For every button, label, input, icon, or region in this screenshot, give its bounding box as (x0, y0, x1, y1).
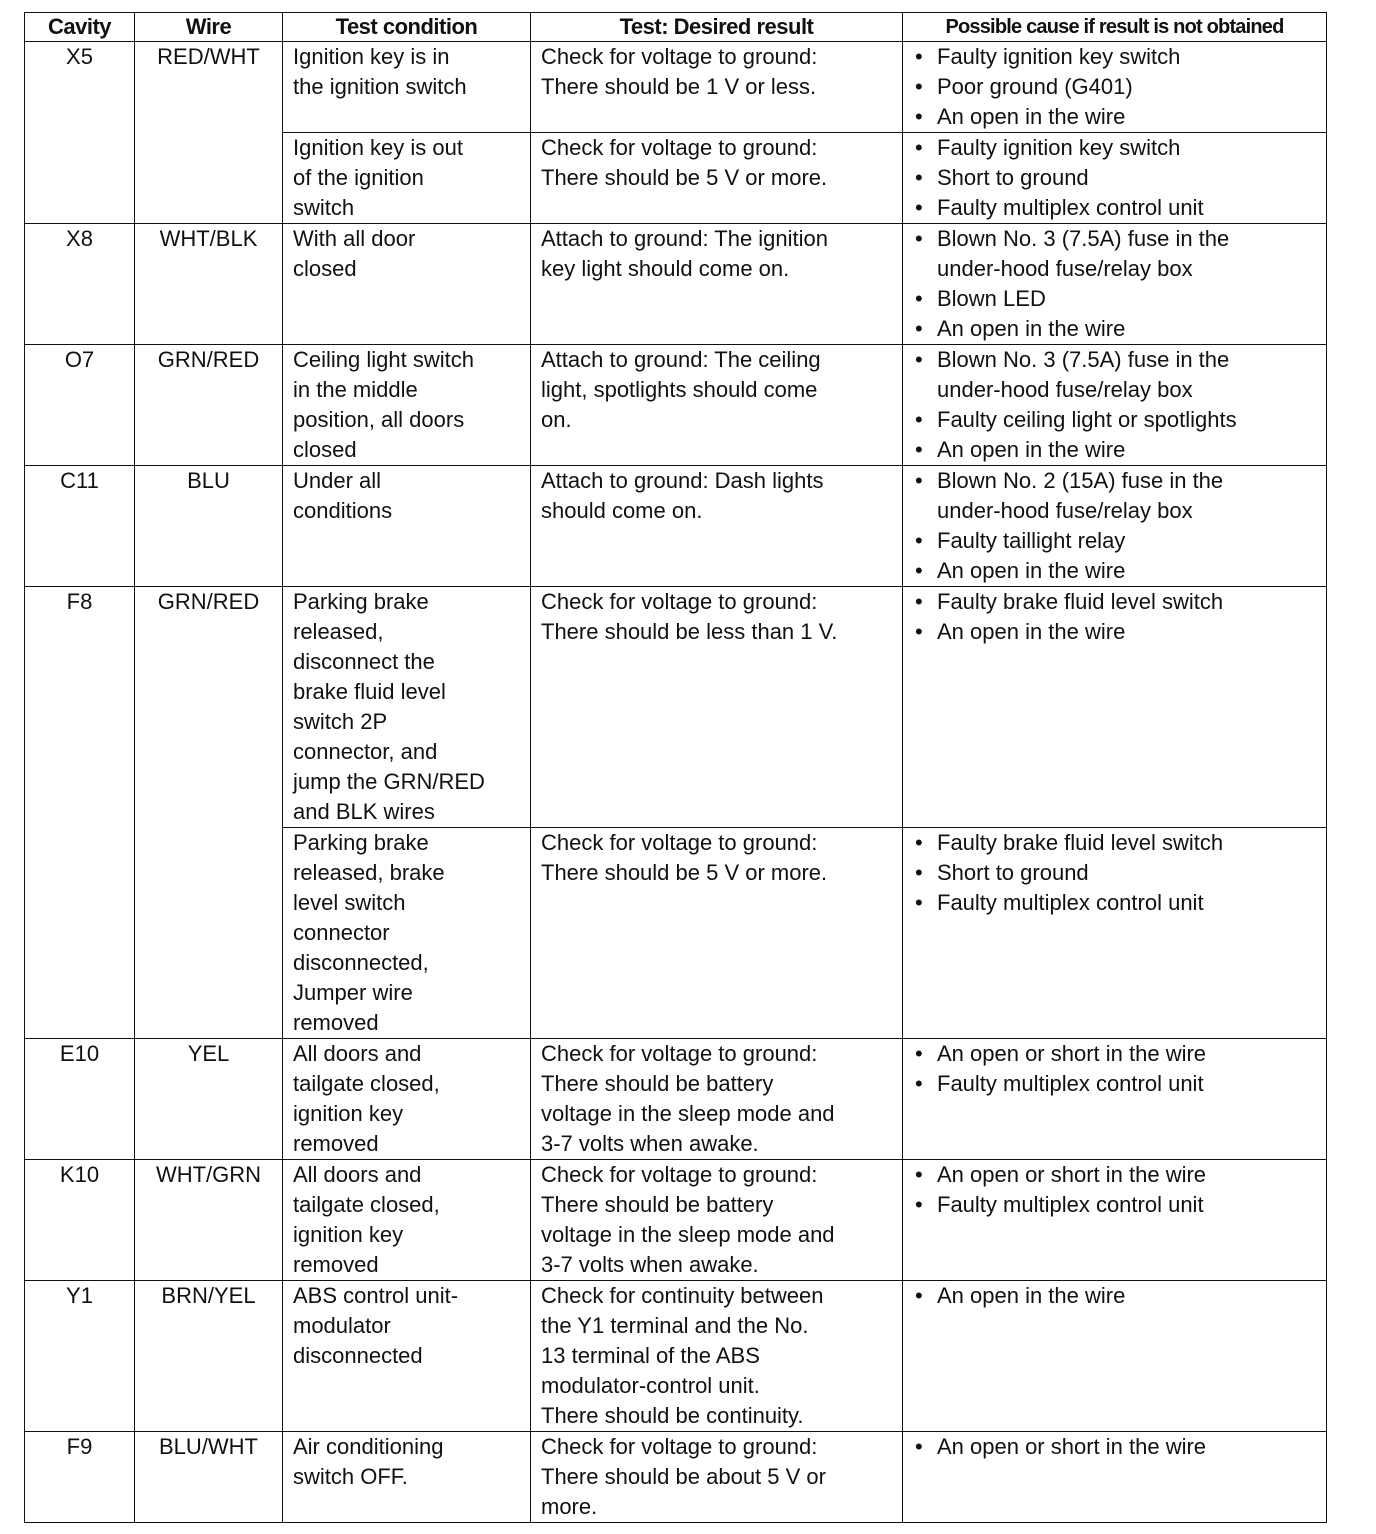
text-line: the Y1 terminal and the No. (541, 1313, 809, 1338)
text-line: switch (293, 195, 355, 220)
cause-text: Blown No. 3 (7.5A) fuse in the (937, 347, 1230, 372)
cause-text: An open in the wire (937, 104, 1126, 129)
cause-item (913, 314, 1322, 344)
cause-item (913, 1432, 1322, 1462)
cause-item (913, 72, 1322, 102)
text-line: disconnected (293, 1343, 423, 1368)
desired-result-cell (531, 345, 903, 466)
bullet-icon: • (915, 195, 923, 220)
possible-cause-cell (903, 828, 1327, 1039)
text-line: ignition key (293, 1222, 404, 1247)
possible-cause-cell (903, 1281, 1327, 1432)
desired-result-cell (531, 828, 903, 1039)
table-row (25, 1039, 1327, 1160)
cause-list (913, 828, 1322, 918)
connector-test-table (24, 12, 1327, 1523)
desired-result-cell (531, 133, 903, 224)
cavity-cell: X5 (25, 42, 135, 224)
text-line: level switch (293, 890, 406, 915)
desired-result-cell (531, 1039, 903, 1160)
text-line: switch OFF. (293, 1464, 408, 1489)
cause-text: Faulty multiplex control unit (937, 890, 1204, 915)
cause-text: Blown No. 2 (15A) fuse in the (937, 468, 1224, 493)
wire-cell: BLU (135, 466, 283, 587)
cause-item (913, 556, 1322, 586)
wire-cell: RED/WHT (135, 42, 283, 224)
text-line: connector, and (293, 739, 438, 764)
cause-text: An open in the wire (937, 619, 1126, 644)
header-desired-result: Test: Desired result (531, 13, 903, 42)
text-line: released, (293, 619, 384, 644)
cause-item (913, 435, 1322, 465)
text-line: closed (293, 437, 357, 462)
cause-text: An open in the wire (937, 1283, 1126, 1308)
text-line: more. (541, 1494, 598, 1519)
text-line: the ignition switch (293, 74, 467, 99)
table-row (25, 1160, 1327, 1281)
bullet-icon: • (915, 44, 923, 69)
text-line: There should be 5 V or more. (541, 165, 828, 190)
test-condition-cell (283, 1039, 531, 1160)
test-condition-cell (283, 42, 531, 133)
text-line: There should be battery (541, 1192, 774, 1217)
text-line: There should be about 5 V or (541, 1464, 826, 1489)
cause-list (913, 1432, 1322, 1462)
text-line: Check for voltage to ground: (541, 1041, 818, 1066)
text-line: and BLK wires (293, 799, 435, 824)
cause-text: Short to ground (937, 165, 1089, 190)
bullet-icon: • (915, 1283, 923, 1308)
cause-text: An open in the wire (937, 558, 1126, 583)
text-line: key light should come on. (541, 256, 790, 281)
text-line: tailgate closed, (293, 1192, 440, 1217)
cause-item (913, 1039, 1322, 1069)
desired-result-cell (531, 1281, 903, 1432)
cause-text: Blown LED (937, 286, 1046, 311)
cause-item (913, 375, 1322, 405)
wire-cell: WHT/GRN (135, 1160, 283, 1281)
cavity-cell: F8 (25, 587, 135, 1039)
cause-list (913, 587, 1322, 647)
bullet-icon: • (915, 468, 923, 493)
cause-item (913, 828, 1322, 858)
cause-item (913, 42, 1322, 72)
bullet-icon: • (915, 74, 923, 99)
text-line: connector (293, 920, 390, 945)
possible-cause-cell (903, 224, 1327, 345)
cause-text: under-hood fuse/relay box (937, 256, 1193, 281)
bullet-icon: • (915, 104, 923, 129)
text-line: Parking brake (293, 830, 429, 855)
text-line: disconnected, (293, 950, 429, 975)
bullet-icon: • (915, 589, 923, 614)
text-line: Air conditioning (293, 1434, 444, 1459)
bullet-icon: • (915, 407, 923, 432)
cause-item (913, 526, 1322, 556)
text-line: All doors and (293, 1162, 422, 1187)
text-line: Parking brake (293, 589, 429, 614)
cause-text: Poor ground (G401) (937, 74, 1133, 99)
text-line: Check for voltage to ground: (541, 135, 818, 160)
text-line: There should be less than 1 V. (541, 619, 838, 644)
cause-item (913, 617, 1322, 647)
bullet-icon: • (915, 1192, 923, 1217)
cause-list (913, 224, 1322, 344)
possible-cause-cell (903, 42, 1327, 133)
wire-cell: GRN/RED (135, 345, 283, 466)
cavity-cell: C11 (25, 466, 135, 587)
cause-text: Faulty ignition key switch (937, 135, 1181, 160)
text-line: There should be 1 V or less. (541, 74, 817, 99)
text-line: should come on. (541, 498, 703, 523)
table-row (25, 587, 1327, 828)
text-line: There should be 5 V or more. (541, 860, 828, 885)
test-condition-cell (283, 466, 531, 587)
text-line: 3-7 volts when awake. (541, 1131, 759, 1156)
bullet-icon: • (915, 1041, 923, 1066)
text-line: Ignition key is in (293, 44, 450, 69)
text-line: brake fluid level (293, 679, 446, 704)
cause-list (913, 133, 1322, 223)
bullet-icon: • (915, 890, 923, 915)
bullet-icon: • (915, 316, 923, 341)
cause-item (913, 496, 1322, 526)
text-line: tailgate closed, (293, 1071, 440, 1096)
cause-text: Short to ground (937, 860, 1089, 885)
table-row (25, 1432, 1327, 1523)
cause-text: Faulty multiplex control unit (937, 1071, 1204, 1096)
cause-item (913, 888, 1322, 918)
cause-text: under-hood fuse/relay box (937, 377, 1193, 402)
wiring-test-table-page (24, 12, 1326, 1523)
bullet-icon: • (915, 1071, 923, 1096)
bullet-icon: • (915, 437, 923, 462)
test-condition-cell (283, 1432, 531, 1523)
cause-text: Faulty multiplex control unit (937, 195, 1204, 220)
header-cavity: Cavity (25, 13, 135, 42)
cavity-cell: E10 (25, 1039, 135, 1160)
text-line: There should be continuity. (541, 1403, 804, 1428)
cause-text: An open or short in the wire (937, 1162, 1207, 1187)
cause-item (913, 254, 1322, 284)
cause-list (913, 1281, 1322, 1311)
bullet-icon: • (915, 830, 923, 855)
cause-text: Faulty brake fluid level switch (937, 589, 1224, 614)
desired-result-cell (531, 587, 903, 828)
cause-text: Faulty taillight relay (937, 528, 1126, 553)
possible-cause-cell (903, 1160, 1327, 1281)
bullet-icon: • (915, 135, 923, 160)
cause-text: An open or short in the wire (937, 1041, 1207, 1066)
text-line: There should be battery (541, 1071, 774, 1096)
cause-item (913, 102, 1322, 132)
desired-result-cell (531, 1432, 903, 1523)
cause-item (913, 1190, 1322, 1220)
test-condition-cell (283, 345, 531, 466)
cause-item (913, 224, 1322, 254)
header-test-condition: Test condition (283, 13, 531, 42)
text-line: on. (541, 407, 572, 432)
cause-item (913, 133, 1322, 163)
text-line: removed (293, 1010, 379, 1035)
text-line: closed (293, 256, 357, 281)
cause-item (913, 466, 1322, 496)
cause-item (913, 405, 1322, 435)
text-line: All doors and (293, 1041, 422, 1066)
text-line: Check for continuity between (541, 1283, 824, 1308)
test-condition-cell (283, 1160, 531, 1281)
desired-result-cell (531, 224, 903, 345)
cause-list (913, 42, 1322, 132)
bullet-icon: • (915, 286, 923, 311)
cavity-cell: Y1 (25, 1281, 135, 1432)
text-line: Attach to ground: Dash lights (541, 468, 824, 493)
text-line: Check for voltage to ground: (541, 1162, 818, 1187)
text-line: in the middle (293, 377, 418, 402)
cause-text: Faulty ceiling light or spotlights (937, 407, 1237, 432)
cause-text: An open in the wire (937, 437, 1126, 462)
header-row (25, 13, 1327, 42)
text-line: modulator-control unit. (541, 1373, 760, 1398)
table-body (25, 42, 1327, 1523)
text-line: 13 terminal of the ABS (541, 1343, 760, 1368)
test-condition-cell (283, 133, 531, 224)
bullet-icon: • (915, 347, 923, 372)
text-line: switch 2P (293, 709, 388, 734)
cause-item (913, 858, 1322, 888)
text-line: voltage in the sleep mode and (541, 1101, 835, 1126)
text-line: of the ignition (293, 165, 424, 190)
desired-result-cell (531, 42, 903, 133)
cause-text: Blown No. 3 (7.5A) fuse in the (937, 226, 1230, 251)
text-line: voltage in the sleep mode and (541, 1222, 835, 1247)
cause-text: Faulty multiplex control unit (937, 1192, 1204, 1217)
bullet-icon: • (915, 558, 923, 583)
text-line: Check for voltage to ground: (541, 830, 818, 855)
wire-cell: GRN/RED (135, 587, 283, 1039)
text-line: Jumper wire (293, 980, 413, 1005)
desired-result-cell (531, 466, 903, 587)
cause-text: under-hood fuse/relay box (937, 498, 1193, 523)
wire-cell: YEL (135, 1039, 283, 1160)
cause-list (913, 345, 1322, 465)
text-line: removed (293, 1131, 379, 1156)
wire-cell: WHT/BLK (135, 224, 283, 345)
header-wire: Wire (135, 13, 283, 42)
cause-text: An open in the wire (937, 316, 1126, 341)
cause-item (913, 193, 1322, 223)
text-line: ignition key (293, 1101, 404, 1126)
text-line: modulator (293, 1313, 391, 1338)
text-line: With all door (293, 226, 416, 251)
possible-cause-cell (903, 466, 1327, 587)
test-condition-cell (283, 1281, 531, 1432)
bullet-icon: • (915, 226, 923, 251)
bullet-icon: • (915, 860, 923, 885)
text-line: Under all (293, 468, 382, 493)
table-row (25, 466, 1327, 587)
cause-list (913, 466, 1322, 586)
test-condition-cell (283, 828, 531, 1039)
table-row (25, 345, 1327, 466)
possible-cause-cell (903, 133, 1327, 224)
cause-text: Faulty brake fluid level switch (937, 830, 1224, 855)
bullet-icon: • (915, 165, 923, 190)
possible-cause-cell (903, 587, 1327, 828)
cavity-cell: X8 (25, 224, 135, 345)
text-line: Attach to ground: The ceiling (541, 347, 821, 372)
text-line: released, brake (293, 860, 445, 885)
text-line: Check for voltage to ground: (541, 589, 818, 614)
cavity-cell: K10 (25, 1160, 135, 1281)
test-condition-cell (283, 224, 531, 345)
text-line: jump the GRN/RED (293, 769, 485, 794)
cause-item (913, 284, 1322, 314)
cause-item (913, 345, 1322, 375)
cause-item (913, 1160, 1322, 1190)
desired-result-cell (531, 1160, 903, 1281)
text-line: Ignition key is out (293, 135, 463, 160)
bullet-icon: • (915, 1434, 923, 1459)
cause-list (913, 1160, 1322, 1220)
cause-item (913, 587, 1322, 617)
text-line: conditions (293, 498, 393, 523)
wire-cell: BLU/WHT (135, 1432, 283, 1523)
cause-item (913, 1069, 1322, 1099)
wire-cell: BRN/YEL (135, 1281, 283, 1432)
possible-cause-cell (903, 1432, 1327, 1523)
text-line: light, spotlights should come (541, 377, 818, 402)
cavity-cell: F9 (25, 1432, 135, 1523)
cause-item (913, 1281, 1322, 1311)
table-row (25, 224, 1327, 345)
cause-text: Faulty ignition key switch (937, 44, 1181, 69)
table-row (25, 1281, 1327, 1432)
text-line: Ceiling light switch (293, 347, 474, 372)
table-row (25, 42, 1327, 133)
text-line: ABS control unit- (293, 1283, 459, 1308)
cavity-cell: O7 (25, 345, 135, 466)
text-line: Check for voltage to ground: (541, 1434, 818, 1459)
text-line: 3-7 volts when awake. (541, 1252, 759, 1277)
text-line: disconnect the (293, 649, 435, 674)
text-line: Check for voltage to ground: (541, 44, 818, 69)
text-line: Attach to ground: The ignition (541, 226, 829, 251)
possible-cause-cell (903, 1039, 1327, 1160)
text-line: removed (293, 1252, 379, 1277)
cause-list (913, 1039, 1322, 1099)
cause-item (913, 163, 1322, 193)
cause-text: An open or short in the wire (937, 1434, 1207, 1459)
header-possible-cause: Possible cause if result is not obtained (903, 13, 1327, 42)
bullet-icon: • (915, 619, 923, 644)
test-condition-cell (283, 587, 531, 828)
bullet-icon: • (915, 528, 923, 553)
possible-cause-cell (903, 345, 1327, 466)
text-line: position, all doors (293, 407, 465, 432)
bullet-icon: • (915, 1162, 923, 1187)
